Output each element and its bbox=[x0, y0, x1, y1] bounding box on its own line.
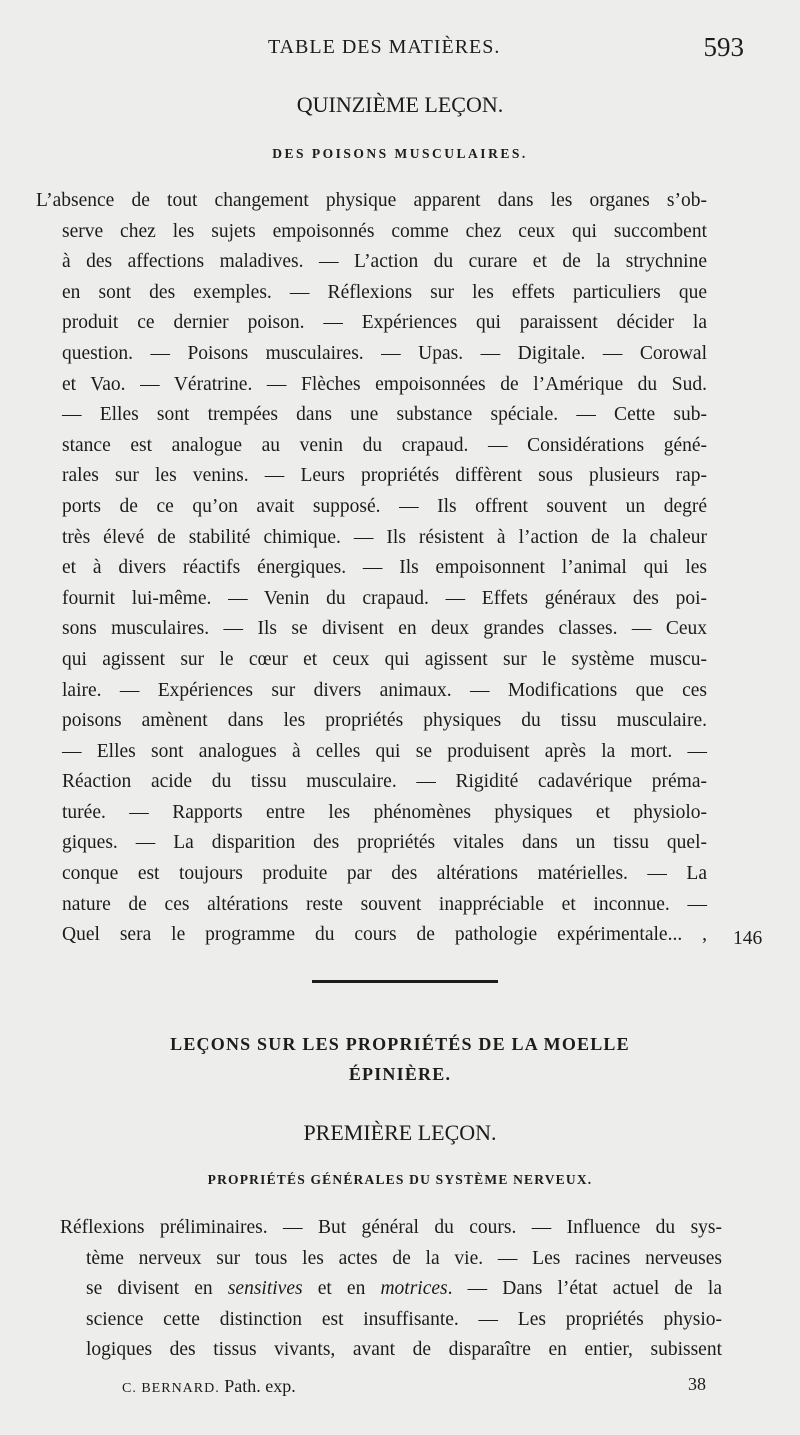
summary-line: qui agissent sur le cœur et ceux qui agissent sur le système muscu- bbox=[62, 648, 707, 670]
footer-credit bbox=[122, 1376, 296, 1397]
page-reference: 146 bbox=[733, 928, 763, 949]
summary-line: giques. — La disparition des propriétés vitales dans un tissu quel- bbox=[62, 832, 707, 854]
lesson-1-title: PREMIÈRE LEÇON. bbox=[303, 1120, 497, 1145]
page-number: 593 bbox=[703, 32, 744, 62]
summary-line: rales sur les venins. — Leurs propriétés diffèrent sous plusieurs rap- bbox=[62, 465, 707, 487]
lesson-15-subtitle: DES POISONS MUSCULAIRES. bbox=[272, 146, 528, 161]
summary-line: — Elles sont analogues à celles qui se produisent après la mort. — bbox=[62, 740, 707, 762]
lesson-1-subtitle: PROPRIÉTÉS GÉNÉRALES DU SYSTÈME NERVEUX. bbox=[207, 1172, 593, 1187]
summary-line: L’absence de tout changement physique apparent dans les organes s’ob- bbox=[36, 190, 707, 211]
running-head bbox=[0, 34, 800, 68]
summary-line: poisons amènent dans les propriétés physiques du tissu musculaire. bbox=[62, 710, 707, 732]
running-head-title: TABLE DES MATIÈRES. bbox=[268, 36, 501, 58]
summary-line: nature de ces altérations reste souvent inappréciable et inconnue. — bbox=[62, 893, 707, 915]
summary-line: sons musculaires. — Ils se divisent en deux grandes classes. — Ceux bbox=[62, 618, 707, 640]
summary-line: à des affections maladives. — L’action du curare et de la strychnine bbox=[62, 251, 707, 273]
footer-work: Path. exp. bbox=[219, 1376, 296, 1396]
summary-line: très élevé de stabilité chimique. — Ils résistent à l’action de la chaleur bbox=[62, 526, 707, 548]
summary-line: laire. — Expériences sur divers animaux. — Modifications que ces bbox=[62, 679, 707, 701]
lesson-15-summary bbox=[36, 186, 707, 951]
signature-mark: 38 bbox=[688, 1374, 706, 1394]
summary-line: tème nerveux sur tous les actes de la vie. — Les racines nerveuses bbox=[86, 1247, 722, 1269]
summary-line: conque est toujours produite par des altérations matérielles. — La bbox=[62, 863, 707, 885]
summary-line: science cette distinction est insuffisante. — Les propriétés physio- bbox=[86, 1308, 722, 1330]
summary-line: Quel sera le programme du cours de pathologie expérimentale... , bbox=[62, 924, 707, 946]
summary-line: se divisent en sensitives et en motrices. — Dans l’état actuel de la bbox=[86, 1278, 722, 1300]
summary-line: — Elles sont trempées dans une substance spéciale. — Cette sub- bbox=[62, 404, 707, 426]
summary-line: turée. — Rapports entre les phénomènes physiques et physiolo- bbox=[62, 801, 707, 823]
summary-line: logiques des tissus vivants, avant de disparaître en entier, subissent bbox=[86, 1339, 722, 1361]
summary-line: fournit lui-même. — Venin du crapaud. — Effets généraux des poi- bbox=[62, 587, 707, 609]
summary-line: produit ce dernier poison. — Expériences qui paraissent décider la bbox=[62, 312, 707, 334]
footer-author: C. BERNARD. bbox=[122, 1381, 220, 1396]
section-title-line2: ÉPINIÈRE. bbox=[348, 1064, 452, 1084]
section-divider bbox=[312, 980, 498, 983]
summary-line: question. — Poisons musculaires. — Upas. — Digitale. — Corowal bbox=[62, 342, 707, 364]
lesson-15-title: QUINZIÈME LEÇON. bbox=[296, 92, 504, 117]
summary-line: Réaction acide du tissu musculaire. — Rigidité cadavérique préma- bbox=[62, 771, 707, 793]
summary-line: en sont des exemples. — Réflexions sur les effets particuliers que bbox=[62, 281, 707, 303]
summary-line: stance est analogue au venin du crapaud. — Considérations géné- bbox=[62, 434, 707, 456]
summary-line: ports de ce qu’on avait supposé. — Ils offrent souvent un degré bbox=[62, 495, 707, 517]
section-title-line1: LEÇONS SUR LES PROPRIÉTÉS DE LA MOELLE bbox=[170, 1034, 630, 1054]
summary-line: et Vao. — Vératrine. — Flèches empoisonnées de l’Amérique du Sud. bbox=[62, 373, 707, 395]
summary-line: serve chez les sujets empoisonnés comme chez ceux qui succombent bbox=[62, 220, 707, 242]
lesson-1-summary bbox=[60, 1213, 722, 1366]
summary-line: Réflexions préliminaires. — But général du cours. — Influence du sys- bbox=[60, 1217, 722, 1238]
summary-line: et à divers réactifs énergiques. — Ils empoisonnent l’animal qui les bbox=[62, 557, 707, 579]
